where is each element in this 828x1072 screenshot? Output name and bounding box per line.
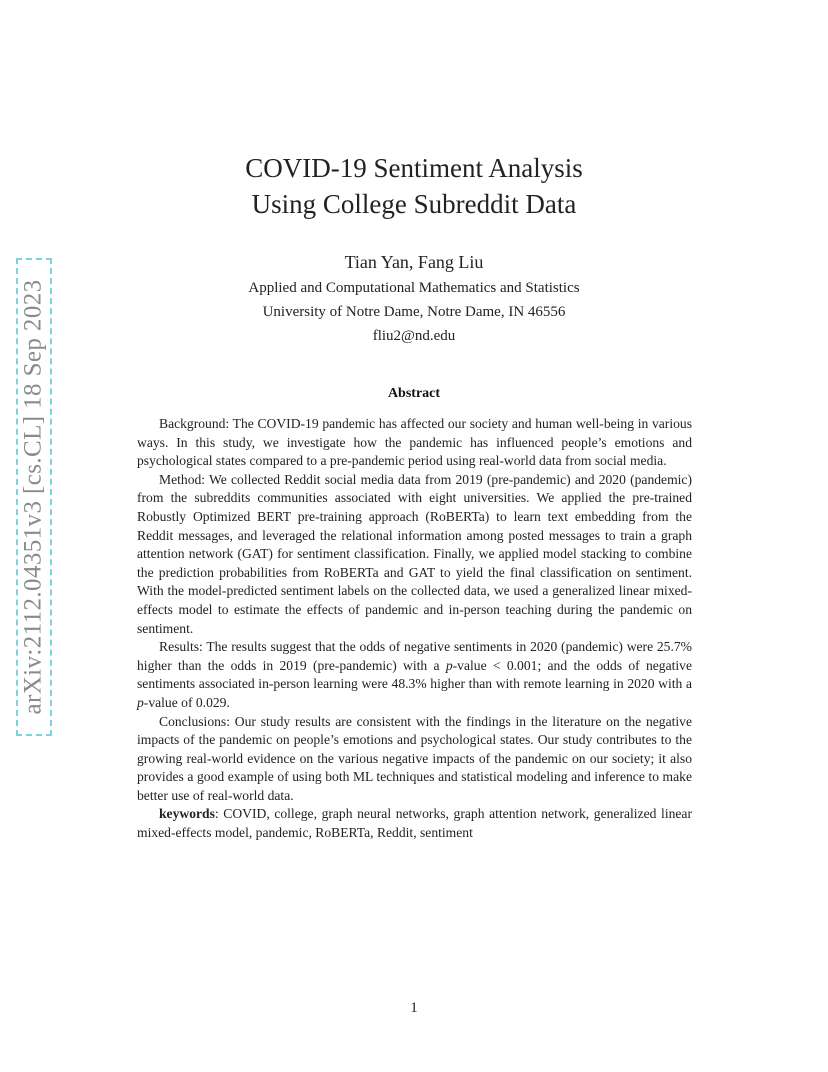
abstract-body: [137, 415, 692, 843]
title-line-1: COVID-19 Sentiment Analysis: [245, 153, 583, 183]
author-email: fliu2@nd.edu: [372, 328, 456, 344]
keywords-text: : COVID, college, graph neural networks, graph attention network, generalized linear mixed-effects model, pandemic, RoBERTa, Reddit, sentiment: [137, 806, 692, 841]
keywords-label: keywords: [159, 806, 215, 822]
affiliation-department: Applied and Computational Mathematics and Statistics: [248, 280, 580, 296]
abstract-conclusions: Conclusions: Our study results are consistent with the findings in the literature on the negative impacts of the pandemic on people’s emotions and psychological states. Our study contributes to the growing real-world evidence on the various negative impacts of the pandemic on our society; it also provides a good example of using both ML techniques and statistical modeling and inference to make better use of real-world data.: [137, 713, 692, 803]
abstract-results: [137, 638, 692, 712]
abstract-background: Background: The COVID-19 pandemic has affected our society and human well-being in various ways. In this study, we investigate how the pandemic has influenced people’s emotions and psychological states compared to a pre-pandemic period using real-world data from social media.: [137, 416, 692, 469]
arxiv-id: arXiv:2112.04351v3 [cs.CL] 18 Sep 2023: [20, 279, 47, 715]
keywords: [137, 805, 692, 842]
p-symbol-1: p: [445, 657, 453, 673]
p-symbol-2: p: [137, 694, 144, 710]
results-text-b: -value < 0.001; and the odds of negative sentiments associated in-person learning were 48.3% higher than with remote learning in 2020 with a: [137, 657, 692, 692]
results-text-c: -value of 0.029.: [143, 694, 230, 710]
title-line-2: Using College Subreddit Data: [251, 189, 577, 219]
paper-title: [0, 150, 828, 222]
authors: Tian Yan, Fang Liu: [344, 252, 484, 272]
abstract-heading: Abstract: [387, 386, 441, 401]
results-text-a: Results: The results suggest that the odds of negative sentiments in 2020 (pandemic) were 25.7% higher than the odds in 2019 (pre-pandemic) with a: [137, 639, 692, 673]
abstract-method: Method: We collected Reddit social media data from 2019 (pre-pandemic) and 2020 (pandemic) from the subreddits communities associated with eight universities. We applied the pre-trained Robustly Optimized BERT pre-training approach (RoBERTa) to learn text embedding from the Reddit messages, and leveraged the relational information among posted messages to train a graph attention network (GAT) for sentiment classification. Finally, we applied model stacking to combine the prediction probabilities from RoBERTa and GAT to yield the final classification on sentiment. With the model-predicted sentiment labels on the collected data, we used a generalized linear mixed-effects model to estimate the effects of pandemic and in-person teaching during the pandemic on sentiment.: [137, 471, 692, 636]
affiliation-institution: University of Notre Dame, Notre Dame, IN 46556: [262, 304, 566, 320]
page-number: 1: [410, 1000, 418, 1016]
